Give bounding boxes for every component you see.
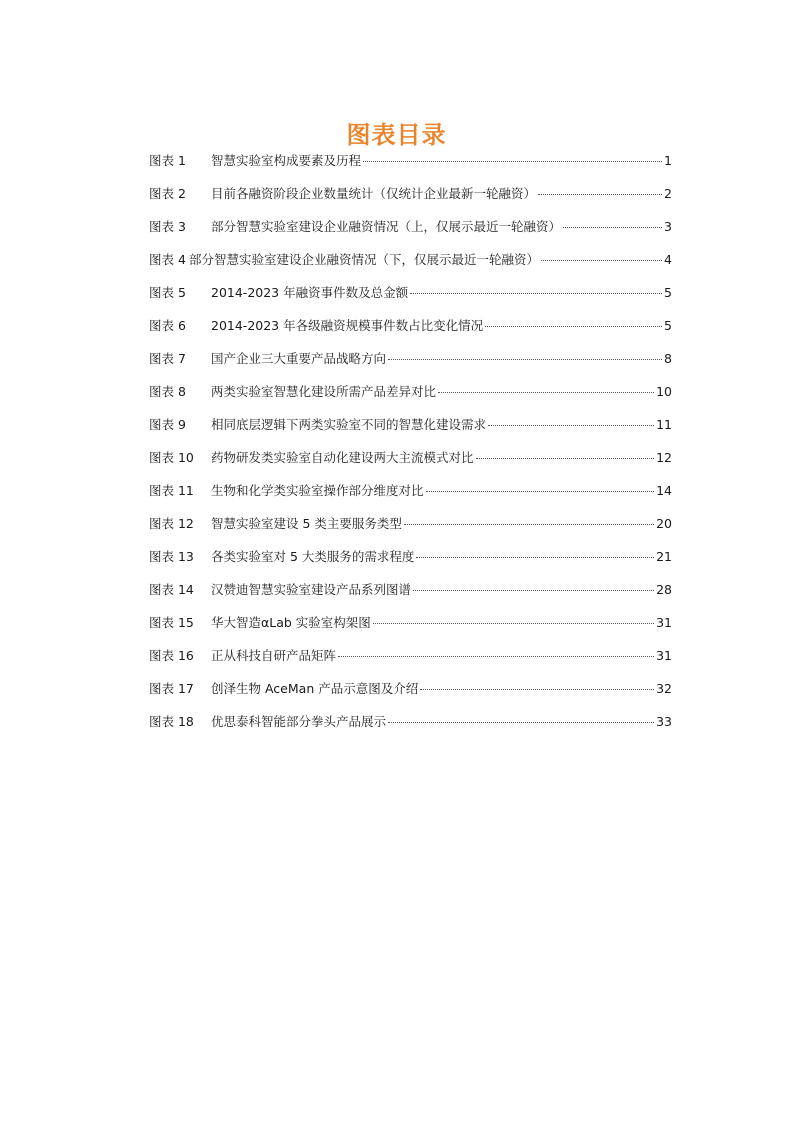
toc-entry[interactable] — [149, 515, 672, 548]
toc-entry[interactable] — [149, 482, 672, 515]
toc-entry-number: 图表 2 — [149, 186, 186, 201]
toc-dot-leader — [438, 392, 654, 393]
toc-entry[interactable] — [149, 680, 672, 713]
toc-entry[interactable] — [149, 185, 672, 218]
toc-entry-page: 11 — [656, 417, 672, 432]
toc-entry[interactable] — [149, 218, 672, 251]
toc-entry-number: 图表 4 — [149, 252, 186, 267]
toc-entry-page: 1 — [664, 153, 672, 168]
toc-entry-page: 5 — [664, 318, 672, 333]
toc-entry-number: 图表 16 — [149, 648, 194, 663]
toc-dot-leader — [420, 689, 654, 690]
toc-entry-title: 部分智慧实验室建设企业融资情况（上，仅展示最近一轮融资） — [211, 219, 562, 234]
toc-entry[interactable] — [149, 416, 672, 449]
toc-entry-title: 优思泰科智能部分拳头产品展示 — [211, 714, 387, 729]
toc-dot-leader — [488, 425, 654, 426]
toc-entry-title: 各类实验室对 5 大类服务的需求程度 — [211, 549, 415, 564]
toc-entry-title: 2014-2023 年各级融资规模事件数占比变化情况 — [211, 318, 484, 333]
toc-entry-number: 图表 14 — [149, 582, 194, 597]
toc-entry-page: 3 — [664, 219, 672, 234]
toc-dot-leader — [363, 161, 662, 162]
toc-dot-leader — [413, 590, 654, 591]
toc-entry-page: 20 — [656, 516, 672, 531]
toc-entry-page: 5 — [664, 285, 672, 300]
toc-entry-title: 部分智慧实验室建设企业融资情况（下，仅展示最近一轮融资） — [188, 252, 539, 267]
toc-entry-number: 图表 8 — [149, 384, 186, 399]
toc-entry-number: 图表 13 — [149, 549, 194, 564]
toc-dot-leader — [404, 524, 654, 525]
page-title: 图表目录 — [346, 121, 447, 150]
toc-entry-title: 目前各融资阶段企业数量统计（仅统计企业最新一轮融资） — [211, 186, 537, 201]
toc-entry-number: 图表 3 — [149, 219, 186, 234]
toc-entry-page: 31 — [656, 615, 672, 630]
toc-entry-page: 12 — [656, 450, 672, 465]
toc-dot-leader — [541, 260, 662, 261]
toc-entry[interactable] — [149, 350, 672, 383]
toc-entry[interactable] — [149, 713, 672, 746]
toc-entry-title: 2014-2023 年融资事件数及总金额 — [211, 285, 409, 300]
toc-entry-title: 两类实验室智慧化建设所需产品差异对比 — [211, 384, 437, 399]
toc-entry-number: 图表 1 — [149, 153, 186, 168]
toc-entry-number: 图表 9 — [149, 417, 186, 432]
toc-entry[interactable] — [149, 317, 672, 350]
toc-entry-page: 32 — [656, 681, 672, 696]
toc-dot-leader — [388, 722, 654, 723]
toc-entry-number: 图表 6 — [149, 318, 186, 333]
toc-entry-number: 图表 11 — [149, 483, 194, 498]
toc-entry[interactable] — [149, 647, 672, 680]
toc-entry-number: 图表 10 — [149, 450, 194, 465]
toc-entry-number: 图表 12 — [149, 516, 194, 531]
toc-entry-title: 相同底层逻辑下两类实验室不同的智慧化建设需求 — [211, 417, 487, 432]
toc-entry-title: 智慧实验室建设 5 类主要服务类型 — [211, 516, 402, 531]
toc-entry-number: 图表 15 — [149, 615, 194, 630]
toc-entry-title: 正从科技自研产品矩阵 — [211, 648, 337, 663]
toc-dot-leader — [563, 227, 662, 228]
toc-dot-leader — [426, 491, 655, 492]
toc-entry-page: 31 — [656, 648, 672, 663]
toc-entry-title: 智慧实验室构成要素及历程 — [211, 153, 362, 168]
toc-dot-leader — [416, 557, 654, 558]
toc-entry[interactable] — [149, 449, 672, 482]
toc-dot-leader — [338, 656, 654, 657]
toc-entry-page: 33 — [656, 714, 672, 729]
toc-entry[interactable] — [149, 251, 672, 284]
toc-dot-leader — [485, 326, 662, 327]
toc-entry-page: 21 — [656, 549, 672, 564]
toc-dot-leader — [388, 359, 662, 360]
toc-entry-title: 汉赞迪智慧实验室建设产品系列图谱 — [211, 582, 412, 597]
toc-entry[interactable] — [149, 284, 672, 317]
toc-dot-leader — [476, 458, 655, 459]
toc-entry[interactable] — [149, 152, 672, 185]
toc-dot-leader — [373, 623, 654, 624]
toc-entry-title: 华大智造αLab 实验室构架图 — [211, 615, 371, 630]
toc-entry-page: 4 — [664, 252, 672, 267]
toc-entry-number: 图表 17 — [149, 681, 194, 696]
toc-entry-page: 10 — [656, 384, 672, 399]
toc-entry[interactable] — [149, 383, 672, 416]
toc-entry-number: 图表 18 — [149, 714, 194, 729]
toc-entry-title: 国产企业三大重要产品战略方向 — [211, 351, 387, 366]
toc-dot-leader — [410, 293, 662, 294]
toc-entry-number: 图表 7 — [149, 351, 186, 366]
toc-entry-page: 28 — [656, 582, 672, 597]
toc-dot-leader — [538, 194, 662, 195]
figure-table-of-contents — [149, 152, 672, 746]
toc-entry-page: 8 — [664, 351, 672, 366]
toc-entry-page: 14 — [656, 483, 672, 498]
toc-entry-page: 2 — [664, 186, 672, 201]
toc-entry[interactable] — [149, 548, 672, 581]
toc-entry-title: 生物和化学类实验室操作部分维度对比 — [211, 483, 424, 498]
toc-entry-title: 药物研发类实验室自动化建设两大主流模式对比 — [211, 450, 474, 465]
toc-entry-number: 图表 5 — [149, 285, 186, 300]
toc-entry[interactable] — [149, 581, 672, 614]
toc-entry[interactable] — [149, 614, 672, 647]
toc-entry-title: 创泽生物 AceMan 产品示意图及介绍 — [211, 681, 419, 696]
